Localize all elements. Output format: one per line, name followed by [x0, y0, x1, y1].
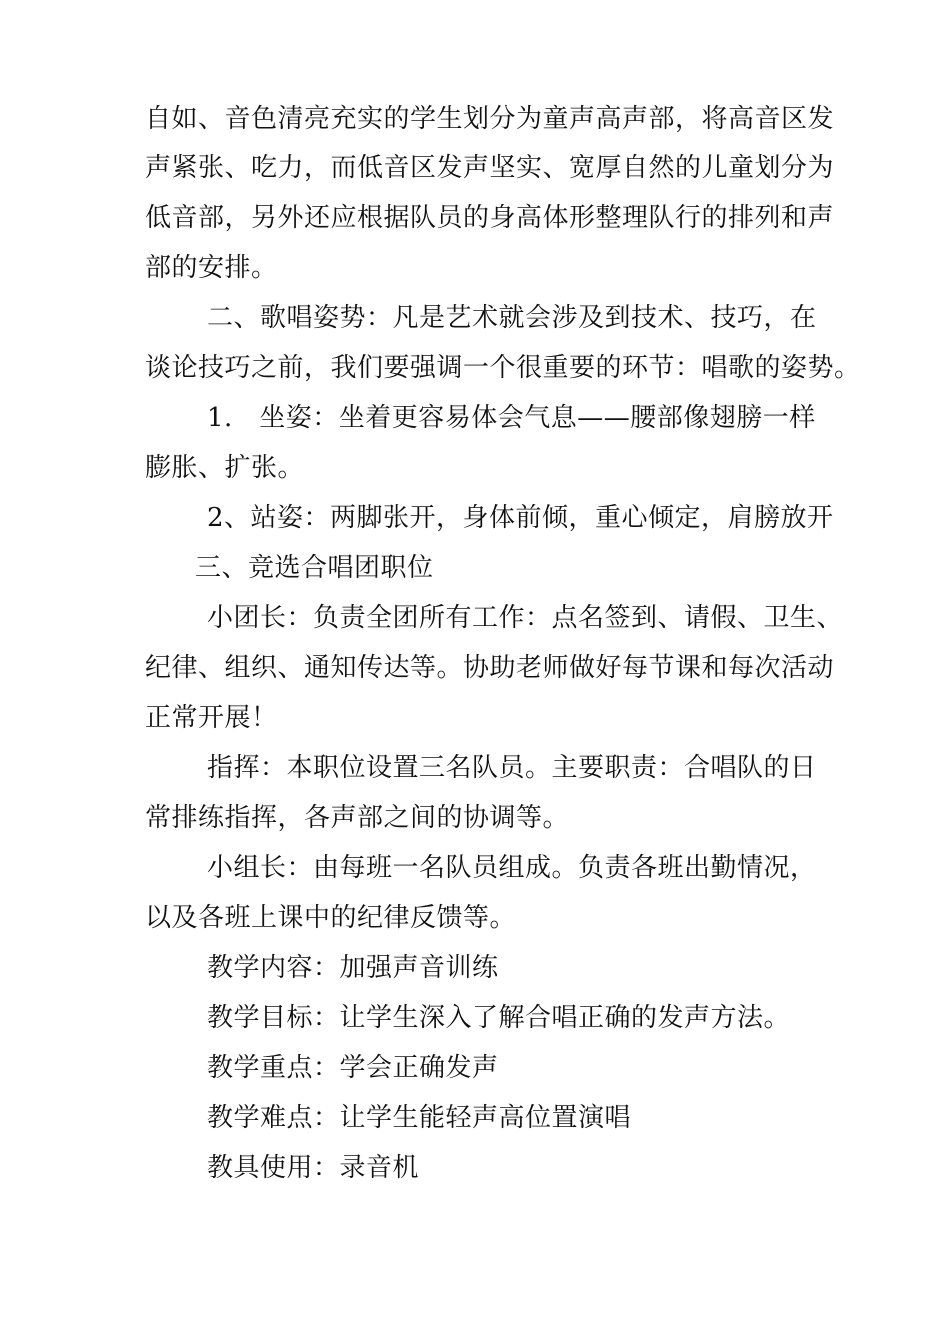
teaching-difficulty: 教学难点：让学生能轻声高位置演唱 [207, 1103, 632, 1133]
teaching-content: 教学内容：加强声音训练 [207, 953, 499, 983]
text-line: 以及各班上课中的纪律反馈等。 [145, 903, 517, 933]
text-line: 声紧张、吃力，而低音区发声坚实、宽厚自然的儿童划分为 [145, 153, 835, 183]
teaching-tools: 教具使用：录音机 [207, 1153, 420, 1183]
text-line: 纪律、组织、通知传达等。协助老师做好每节课和每次活动 [145, 653, 835, 683]
list-item: 1. 坐姿：坐着更容易体会气息——腰部像翅膀一样 [207, 403, 816, 433]
text-line: 低音部，另外还应根据队员的身高体形整理队行的排列和声 [145, 203, 835, 233]
text-line: 自如、音色清亮充实的学生划分为童声高声部，将高音区发 [145, 104, 835, 134]
text-line: 谈论技巧之前，我们要强调一个很重要的环节：唱歌的姿势。 [145, 353, 861, 383]
section-heading: 三、竞选合唱团职位 [195, 553, 434, 583]
text-line: 正常开展！ [145, 703, 278, 733]
text-line: 膨胀、扩张。 [145, 453, 305, 483]
text-line: 小团长：负责全团所有工作：点名签到、请假、卫生、 [207, 603, 844, 633]
section-heading: 二、歌唱姿势：凡是艺术就会涉及到技术、技巧，在 [207, 303, 817, 333]
teaching-key-point: 教学重点：学会正确发声 [207, 1053, 499, 1083]
text-line: 常排练指挥，各声部之间的协调等。 [145, 803, 570, 833]
text-line: 小组长：由每班一名队员组成。负责各班出勤情况， [207, 853, 817, 883]
teaching-goal: 教学目标：让学生深入了解合唱正确的发声方法。 [207, 1003, 791, 1033]
text-line: 部的安排。 [145, 253, 278, 283]
list-item: 2、站姿：两脚张开，身体前倾，重心倾定，肩膀放开 [207, 503, 834, 533]
text-line: 指挥：本职位设置三名队员。主要职责：合唱队的日 [207, 753, 817, 783]
